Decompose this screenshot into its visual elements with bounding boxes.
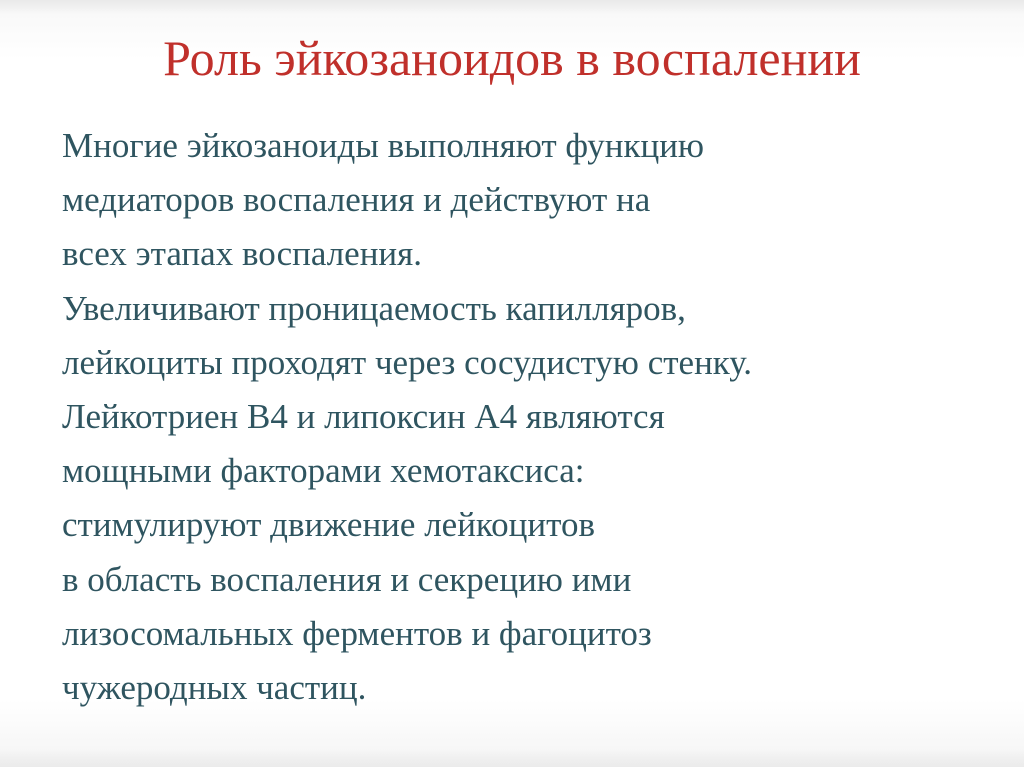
body-line: Многие эйкозаноиды выполняют функцию [62, 126, 705, 165]
body-line: Лейкотриен B4 и липоксин A4 являются [62, 397, 665, 437]
body-line: стимулируют движение лейкоцитов [62, 505, 595, 545]
body-line: всех этапах воспаления. [62, 234, 423, 274]
body-line: Увеличивают проницаемость капилляров, [62, 288, 686, 328]
body-line: мощными факторами хемотаксиса: [62, 451, 585, 491]
body-line: в область воспаления и секрецию ими [62, 559, 632, 599]
body-line: медиаторов воспаления и действуют на [62, 180, 651, 220]
slide-body [62, 119, 992, 715]
slide-title: Роль эйкозаноидов в воспалении [163, 30, 861, 86]
body-line: лизосомальных ферментов и фагоцитоз [62, 613, 652, 653]
body-line: чужеродных частиц. [62, 668, 367, 708]
body-line: лейкоциты проходят через сосудистую стенку. [62, 342, 753, 382]
